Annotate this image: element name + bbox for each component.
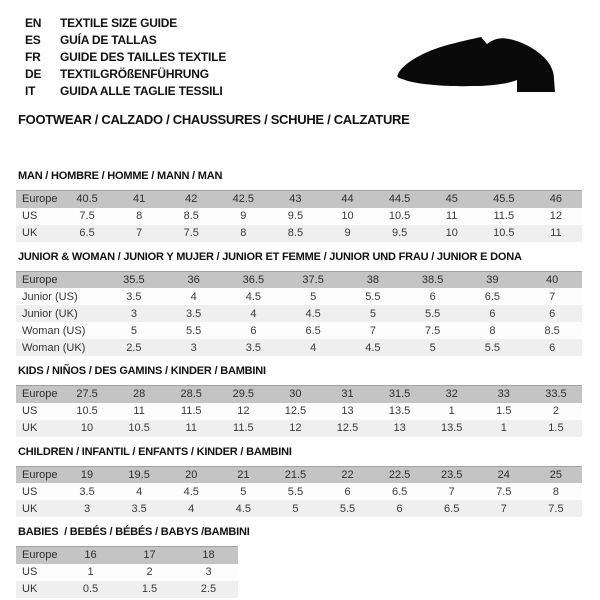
size-cell: 11 <box>445 210 458 222</box>
size-cell: 9 <box>344 227 351 239</box>
section-title-children: CHILDREN / INFANTIL / ENFANTS / KINDER / BAMBINI <box>18 445 292 458</box>
size-cell: 40.5 <box>76 193 98 206</box>
size-cell: 0.5 <box>82 583 99 595</box>
size-cell: 22.5 <box>388 468 411 481</box>
size-cell: 33.5 <box>545 388 567 401</box>
size-cell: 4 <box>190 290 197 303</box>
size-cell: 5 <box>240 485 247 498</box>
row-label: Europe <box>22 273 58 286</box>
size-cell: 10.5 <box>388 210 411 222</box>
size-cell: 33 <box>497 388 510 401</box>
size-cell: 12.5 <box>336 422 359 434</box>
size-cell: 2 <box>552 405 559 417</box>
size-table-junior-woman <box>16 271 582 357</box>
language-code: EN <box>25 15 42 30</box>
section-babies <box>16 526 584 598</box>
size-cell: 28 <box>133 388 146 401</box>
size-table-row <box>16 420 582 437</box>
size-cell: 21 <box>237 468 250 481</box>
size-cell: 6.5 <box>79 227 95 239</box>
row-label: US <box>22 405 38 417</box>
size-cell: 7 <box>136 227 143 239</box>
size-cell: 5.5 <box>484 341 501 354</box>
size-cell: 10.5 <box>76 405 98 417</box>
size-cell: 6.5 <box>305 324 321 337</box>
section-kids <box>16 365 584 437</box>
size-cell: 6.5 <box>391 485 408 498</box>
row-label: UK <box>22 227 38 239</box>
size-table-row <box>16 191 582 208</box>
size-cell: 11.5 <box>233 422 254 434</box>
section-title-babies: BABIES / BEBÉS / BÉBÉS / BABYS /BAMBINI <box>18 526 250 538</box>
size-cell: 23.5 <box>440 468 463 481</box>
size-cell: 17 <box>143 549 156 562</box>
size-cell: 3 <box>130 307 137 320</box>
size-cell: 11 <box>185 422 197 434</box>
size-cell: 7 <box>448 485 455 498</box>
size-cell: 5 <box>130 324 137 337</box>
size-cell: 16 <box>84 549 97 562</box>
size-cell: 44 <box>341 193 354 206</box>
size-cell: 4 <box>188 502 195 515</box>
size-cell: 7.5 <box>496 485 512 498</box>
row-label: Junior (US) <box>22 290 78 303</box>
size-cell: 24 <box>497 468 510 481</box>
size-cell: 5.5 <box>424 307 441 320</box>
size-cell: 12 <box>237 405 250 417</box>
size-cell: 3.5 <box>185 307 202 320</box>
size-cell: 1 <box>500 422 507 434</box>
row-label: UK <box>22 583 38 595</box>
size-cell: 6 <box>549 341 556 354</box>
size-table-row <box>16 403 582 420</box>
size-cell: 4.5 <box>305 307 321 320</box>
size-cell: 3 <box>190 341 197 354</box>
section-junior-woman <box>16 251 584 357</box>
size-cell: 18 <box>202 549 215 562</box>
size-cell: 10.5 <box>128 422 150 434</box>
size-cell: 7 <box>500 502 507 515</box>
size-cell: 46 <box>549 193 563 206</box>
language-title: TEXTILGRÖßENFÜHRUNG <box>60 66 209 81</box>
row-label: Junior (UK) <box>22 307 78 320</box>
size-cell: 5.5 <box>365 290 381 303</box>
size-cell: 9.5 <box>391 227 408 239</box>
size-cell: 4.5 <box>183 485 199 498</box>
size-cell: 41 <box>133 193 146 206</box>
size-cell: 5.5 <box>339 502 356 515</box>
size-cell: 29.5 <box>232 388 255 401</box>
size-cell: 40 <box>546 273 559 286</box>
size-cell: 8 <box>489 324 496 337</box>
size-cell: 19.5 <box>128 468 150 481</box>
size-cell: 8 <box>552 485 559 498</box>
size-cell: 27.5 <box>76 388 98 401</box>
size-cell: 25 <box>549 468 563 481</box>
size-table-children <box>16 466 582 518</box>
size-cell: 3.5 <box>245 341 262 354</box>
language-code: IT <box>25 83 36 98</box>
size-cell: 10.5 <box>493 227 515 239</box>
size-cell: 38 <box>366 273 379 286</box>
size-cell: 45 <box>445 193 458 206</box>
size-cell: 39 <box>486 273 499 286</box>
size-cell: 8 <box>240 227 247 239</box>
size-cell: 5 <box>369 307 376 320</box>
language-row-en <box>25 14 584 31</box>
size-cell: 7.5 <box>183 227 199 239</box>
size-cell: 8.5 <box>183 210 199 222</box>
size-cell: 4.5 <box>245 290 262 303</box>
language-code: FR <box>25 49 41 64</box>
size-cell: 7 <box>369 324 376 337</box>
size-cell: 20 <box>185 468 198 481</box>
size-cell: 6 <box>250 324 257 337</box>
size-cell: 2.5 <box>200 583 217 595</box>
size-cell: 11 <box>133 405 145 417</box>
size-cell: 31 <box>341 388 354 401</box>
size-cell: 43 <box>289 193 302 206</box>
dress-shoe-icon <box>396 34 572 94</box>
size-cell: 7.5 <box>548 502 564 515</box>
size-cell: 6.5 <box>444 502 460 515</box>
size-cell: 6 <box>489 307 496 320</box>
size-cell: 35.5 <box>123 273 145 286</box>
row-label: US <box>22 566 38 578</box>
row-label: Europe <box>22 549 58 562</box>
size-table-row <box>16 271 582 288</box>
size-table-row <box>16 483 582 500</box>
size-cell: 22 <box>341 468 354 481</box>
size-cell: 13 <box>393 422 406 434</box>
size-cell: 12.5 <box>284 405 307 417</box>
size-cell: 3.5 <box>79 485 95 498</box>
size-table-row <box>16 547 238 564</box>
size-cell: 10 <box>341 210 354 222</box>
size-cell: 8 <box>136 210 143 222</box>
size-cell: 4.5 <box>235 502 251 515</box>
size-cell: 1 <box>87 566 94 578</box>
size-cell: 28.5 <box>180 388 202 401</box>
size-table-man <box>16 190 582 242</box>
size-table-row <box>16 225 582 242</box>
size-table-babies <box>16 546 238 598</box>
size-table-row <box>16 339 582 356</box>
size-cell: 12 <box>549 210 563 222</box>
row-label: UK <box>22 422 38 434</box>
size-cell: 5 <box>429 341 436 354</box>
language-code: DE <box>25 66 42 81</box>
section-title-man: MAN / HOMBRE / HOMME / MANN / MAN <box>18 170 223 182</box>
size-cell: 45.5 <box>493 193 515 206</box>
size-cell: 42.5 <box>232 193 255 206</box>
row-label: Woman (UK) <box>22 341 86 354</box>
size-cell: 1.5 <box>548 422 564 434</box>
size-cell: 7 <box>549 290 556 303</box>
size-cell: 4 <box>250 307 257 320</box>
size-cell: 4 <box>310 341 317 354</box>
row-label: UK <box>22 502 38 515</box>
section-title-junior-woman: JUNIOR & WOMAN / JUNIOR Y MUJER / JUNIOR ET FEMME / JUNIOR UND FRAU / JUNIOR E DONA <box>18 250 522 263</box>
size-cell: 1.5 <box>496 405 512 417</box>
size-cell: 4.5 <box>365 341 381 354</box>
size-cell: 42 <box>185 193 198 206</box>
size-cell: 7.5 <box>79 210 95 222</box>
size-cell: 1.5 <box>141 583 158 595</box>
size-cell: 6 <box>344 485 351 498</box>
size-cell: 3.5 <box>126 290 142 303</box>
size-cell: 10 <box>445 227 458 239</box>
size-cell: 5 <box>310 290 317 303</box>
row-label: US <box>22 210 38 222</box>
size-cell: 36.5 <box>242 273 265 286</box>
language-code: ES <box>25 32 41 47</box>
size-table-row <box>16 581 238 598</box>
size-cell: 2.5 <box>126 341 142 354</box>
size-cell: 6 <box>396 502 403 515</box>
size-cell: 8.5 <box>544 324 560 337</box>
size-table-row <box>16 288 582 305</box>
size-cell: 13.5 <box>388 405 411 417</box>
size-cell: 32 <box>445 388 458 401</box>
size-cell: 36 <box>187 273 200 286</box>
size-table-row <box>16 500 582 517</box>
size-cell: 1 <box>448 405 455 417</box>
size-cell: 2 <box>146 566 153 578</box>
size-cell: 8.5 <box>287 227 304 239</box>
row-label: US <box>22 485 38 498</box>
size-cell: 11 <box>550 227 562 239</box>
size-cell: 6 <box>429 290 436 303</box>
size-cell: 5.5 <box>185 324 202 337</box>
size-table-row <box>16 305 582 322</box>
row-label: Europe <box>22 388 58 401</box>
size-cell: 6.5 <box>484 290 501 303</box>
row-label: Europe <box>22 468 58 481</box>
section-man <box>16 170 584 242</box>
language-title: GUÍA DE TALLAS <box>60 32 157 47</box>
size-cell: 9.5 <box>287 210 304 222</box>
row-label: Europe <box>22 193 58 206</box>
size-cell: 6 <box>549 307 556 320</box>
language-title: GUIDE DES TAILLES TEXTILE <box>60 49 227 64</box>
size-cell: 37.5 <box>302 273 324 286</box>
size-cell: 12 <box>289 422 302 434</box>
size-cell: 3 <box>83 502 91 515</box>
size-cell: 11.5 <box>493 210 515 222</box>
size-cell: 4 <box>136 485 143 498</box>
language-title: GUIDA ALLE TAGLIE TESSILI <box>60 83 223 98</box>
category-title: FOOTWEAR / CALZADO / CHAUSSURES / SCHUHE / CALZATURE <box>18 112 410 127</box>
size-table-row <box>16 386 582 403</box>
size-cell: 3 <box>205 566 212 578</box>
size-cell: 13.5 <box>440 422 463 434</box>
size-table-row <box>16 466 582 483</box>
section-children <box>16 446 584 518</box>
size-table-row <box>16 208 582 225</box>
size-cell: 9 <box>240 210 247 222</box>
size-cell: 19 <box>80 468 94 481</box>
size-cell: 3.5 <box>131 502 147 515</box>
size-cell: 5.5 <box>287 485 304 498</box>
size-cell: 30 <box>289 388 302 401</box>
size-table-kids <box>16 385 582 437</box>
size-cell: 21.5 <box>284 468 307 481</box>
size-cell: 13 <box>341 405 354 417</box>
size-cell: 11.5 <box>180 405 202 417</box>
size-cell: 31.5 <box>388 388 411 401</box>
size-cell: 7.5 <box>424 324 441 337</box>
row-label: Woman (US) <box>22 324 86 337</box>
section-title-kids: KIDS / NIÑOS / DES GAMINS / KINDER / BAMBINI <box>18 365 266 377</box>
size-table-row <box>16 564 238 581</box>
size-table-row <box>16 322 582 339</box>
size-cell: 5 <box>292 502 299 515</box>
size-cell: 10 <box>80 422 94 434</box>
size-cell: 44.5 <box>388 193 411 206</box>
language-title: TEXTILE SIZE GUIDE <box>60 15 178 30</box>
size-cell: 38.5 <box>421 273 444 286</box>
